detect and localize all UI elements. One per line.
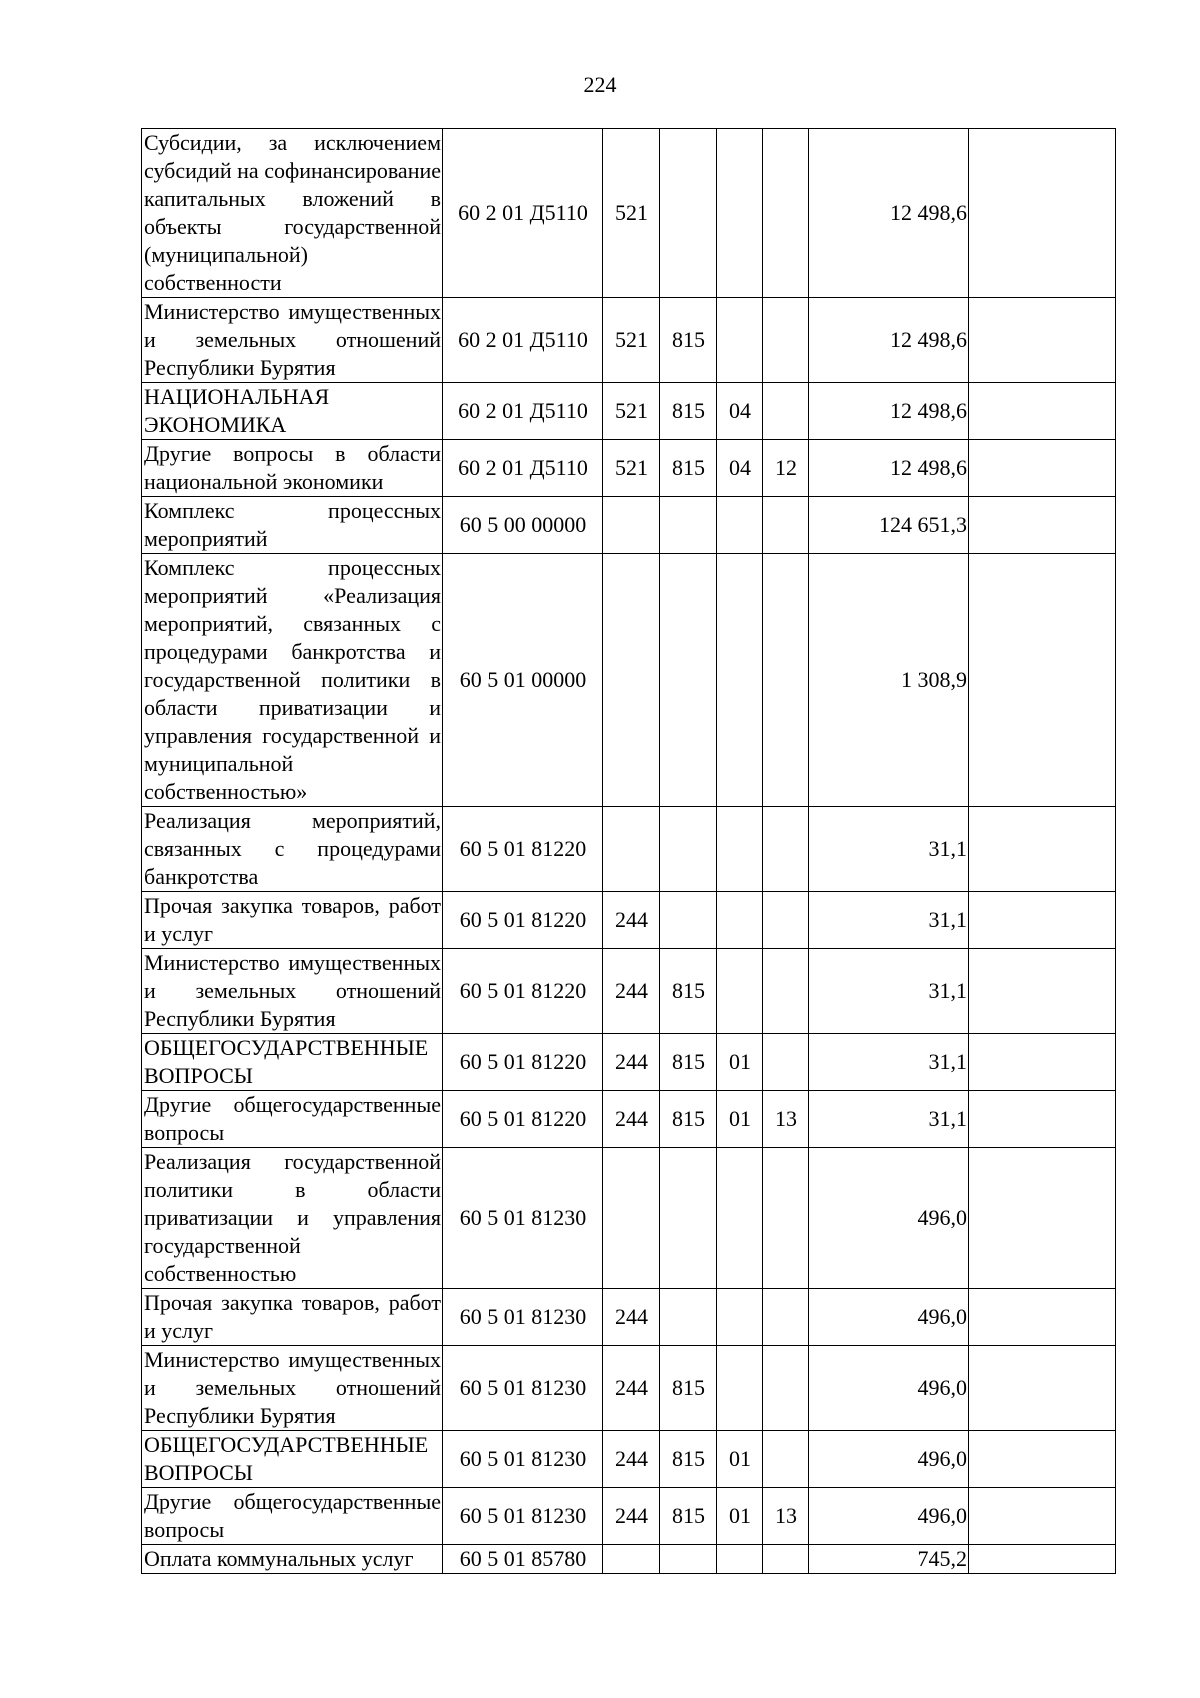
row-code-cell: 60 2 01 Д5110	[443, 298, 603, 383]
row-name-cell: Реализация мероприятий, связанных с процедурами банкротства	[142, 807, 443, 892]
table-row	[142, 497, 1116, 554]
row-extra-cell	[969, 440, 1116, 497]
row-rz-cell	[717, 129, 763, 298]
table-row	[142, 807, 1116, 892]
row-rz-cell	[717, 554, 763, 807]
row-name-cell: Реализация государственной политики в области приватизации и управления государственной собственностью	[142, 1148, 443, 1289]
row-code-cell: 60 2 01 Д5110	[443, 440, 603, 497]
row-rz-cell	[717, 892, 763, 949]
row-name-cell: Министерство имущественных и земельных отношений Республики Бурятия	[142, 949, 443, 1034]
row-amount-cell: 12 498,6	[809, 298, 969, 383]
table-row	[142, 383, 1116, 440]
row-amount-cell: 12 498,6	[809, 129, 969, 298]
row-extra-cell	[969, 1488, 1116, 1545]
row-vr-cell: 244	[603, 1431, 660, 1488]
row-extra-cell	[969, 129, 1116, 298]
row-vr-cell: 521	[603, 129, 660, 298]
budget-table	[141, 128, 1116, 1574]
row-amount-cell: 496,0	[809, 1148, 969, 1289]
row-name-cell: НАЦИОНАЛЬНАЯ ЭКОНОМИКА	[142, 383, 443, 440]
table-row	[142, 892, 1116, 949]
table-row	[142, 1545, 1116, 1574]
row-pr-cell	[763, 383, 809, 440]
row-code-cell: 60 5 01 81230	[443, 1431, 603, 1488]
row-vr-cell	[603, 497, 660, 554]
row-grbs-cell: 815	[660, 383, 717, 440]
row-code-cell: 60 5 01 81230	[443, 1488, 603, 1545]
row-name-cell: Комплекс процессных мероприятий «Реализация мероприятий, связанных с процедурами банкротства и государственной политики в области приватизации и управления государственной и муниципальной собственностью»	[142, 554, 443, 807]
row-grbs-cell	[660, 892, 717, 949]
table-row	[142, 1431, 1116, 1488]
row-code-cell: 60 5 00 00000	[443, 497, 603, 554]
row-extra-cell	[969, 1034, 1116, 1091]
row-vr-cell	[603, 1545, 660, 1574]
row-grbs-cell: 815	[660, 1034, 717, 1091]
page-number: 224	[583, 72, 617, 97]
row-amount-cell: 745,2	[809, 1545, 969, 1574]
row-pr-cell	[763, 1289, 809, 1346]
row-vr-cell: 521	[603, 383, 660, 440]
row-pr-cell: 13	[763, 1091, 809, 1148]
row-rz-cell	[717, 1289, 763, 1346]
row-extra-cell	[969, 949, 1116, 1034]
row-pr-cell: 12	[763, 440, 809, 497]
row-vr-cell: 244	[603, 1289, 660, 1346]
row-rz-cell: 04	[717, 440, 763, 497]
row-pr-cell	[763, 1346, 809, 1431]
row-vr-cell: 244	[603, 1034, 660, 1091]
row-code-cell: 60 2 01 Д5110	[443, 129, 603, 298]
row-code-cell: 60 5 01 85780	[443, 1545, 603, 1574]
table-row	[142, 1289, 1116, 1346]
table-row	[142, 1148, 1116, 1289]
row-rz-cell	[717, 807, 763, 892]
row-rz-cell: 01	[717, 1431, 763, 1488]
row-code-cell: 60 5 01 00000	[443, 554, 603, 807]
row-pr-cell	[763, 1545, 809, 1574]
row-code-cell: 60 2 01 Д5110	[443, 383, 603, 440]
row-code-cell: 60 5 01 81220	[443, 807, 603, 892]
row-grbs-cell	[660, 1545, 717, 1574]
row-amount-cell: 496,0	[809, 1346, 969, 1431]
row-name-cell: Комплекс процессных мероприятий	[142, 497, 443, 554]
row-name-cell: Другие вопросы в области национальной экономики	[142, 440, 443, 497]
row-extra-cell	[969, 1545, 1116, 1574]
row-pr-cell	[763, 1148, 809, 1289]
row-extra-cell	[969, 807, 1116, 892]
table-row	[142, 949, 1116, 1034]
row-name-cell: Другие общегосударственные вопросы	[142, 1488, 443, 1545]
row-amount-cell: 1 308,9	[809, 554, 969, 807]
row-name-cell: Прочая закупка товаров, работ и услуг	[142, 1289, 443, 1346]
row-extra-cell	[969, 892, 1116, 949]
row-pr-cell	[763, 1034, 809, 1091]
row-name-cell: Оплата коммунальных услуг	[142, 1545, 443, 1574]
row-code-cell: 60 5 01 81230	[443, 1148, 603, 1289]
row-vr-cell: 521	[603, 440, 660, 497]
row-rz-cell: 04	[717, 383, 763, 440]
row-extra-cell	[969, 383, 1116, 440]
row-amount-cell: 31,1	[809, 892, 969, 949]
row-name-cell: Субсидии, за исключением субсидий на софинансирование капитальных вложений в объекты государственной (муниципальной) собственности	[142, 129, 443, 298]
row-vr-cell: 244	[603, 1346, 660, 1431]
table-row	[142, 1346, 1116, 1431]
row-grbs-cell	[660, 129, 717, 298]
row-name-cell: Министерство имущественных и земельных отношений Республики Бурятия	[142, 1346, 443, 1431]
row-vr-cell: 244	[603, 1488, 660, 1545]
row-name-cell: ОБЩЕГОСУДАРСТВЕННЫЕ ВОПРОСЫ	[142, 1431, 443, 1488]
row-grbs-cell	[660, 1289, 717, 1346]
row-grbs-cell: 815	[660, 298, 717, 383]
row-grbs-cell: 815	[660, 1346, 717, 1431]
table-row	[142, 298, 1116, 383]
row-name-cell: Другие общегосударственные вопросы	[142, 1091, 443, 1148]
row-grbs-cell: 815	[660, 1488, 717, 1545]
row-extra-cell	[969, 298, 1116, 383]
row-code-cell: 60 5 01 81220	[443, 1091, 603, 1148]
row-vr-cell	[603, 807, 660, 892]
row-name-cell: Прочая закупка товаров, работ и услуг	[142, 892, 443, 949]
row-amount-cell: 496,0	[809, 1431, 969, 1488]
row-rz-cell: 01	[717, 1488, 763, 1545]
row-extra-cell	[969, 1346, 1116, 1431]
row-grbs-cell: 815	[660, 949, 717, 1034]
row-grbs-cell: 815	[660, 1091, 717, 1148]
row-amount-cell: 124 651,3	[809, 497, 969, 554]
row-name-cell: Министерство имущественных и земельных отношений Республики Бурятия	[142, 298, 443, 383]
row-code-cell: 60 5 01 81230	[443, 1289, 603, 1346]
row-pr-cell	[763, 1431, 809, 1488]
row-rz-cell	[717, 497, 763, 554]
row-pr-cell	[763, 892, 809, 949]
row-code-cell: 60 5 01 81220	[443, 1034, 603, 1091]
row-pr-cell	[763, 807, 809, 892]
row-code-cell: 60 5 01 81220	[443, 949, 603, 1034]
row-amount-cell: 12 498,6	[809, 383, 969, 440]
row-extra-cell	[969, 1431, 1116, 1488]
row-vr-cell: 244	[603, 949, 660, 1034]
row-rz-cell: 01	[717, 1091, 763, 1148]
row-amount-cell: 12 498,6	[809, 440, 969, 497]
row-rz-cell: 01	[717, 1034, 763, 1091]
row-rz-cell	[717, 1545, 763, 1574]
row-code-cell: 60 5 01 81220	[443, 892, 603, 949]
row-rz-cell	[717, 1346, 763, 1431]
row-extra-cell	[969, 1091, 1116, 1148]
row-pr-cell	[763, 554, 809, 807]
row-pr-cell	[763, 497, 809, 554]
row-amount-cell: 31,1	[809, 1034, 969, 1091]
row-grbs-cell: 815	[660, 1431, 717, 1488]
row-pr-cell	[763, 298, 809, 383]
row-pr-cell	[763, 949, 809, 1034]
row-rz-cell	[717, 949, 763, 1034]
row-vr-cell	[603, 1148, 660, 1289]
row-grbs-cell	[660, 1148, 717, 1289]
row-extra-cell	[969, 497, 1116, 554]
row-grbs-cell	[660, 554, 717, 807]
row-amount-cell: 496,0	[809, 1289, 969, 1346]
table-row	[142, 1488, 1116, 1545]
row-vr-cell	[603, 554, 660, 807]
table-row	[142, 440, 1116, 497]
row-pr-cell	[763, 129, 809, 298]
table-row	[142, 1091, 1116, 1148]
row-extra-cell	[969, 554, 1116, 807]
row-amount-cell: 31,1	[809, 807, 969, 892]
row-name-cell: ОБЩЕГОСУДАРСТВЕННЫЕ ВОПРОСЫ	[142, 1034, 443, 1091]
row-amount-cell: 31,1	[809, 949, 969, 1034]
row-grbs-cell	[660, 807, 717, 892]
row-rz-cell	[717, 1148, 763, 1289]
row-grbs-cell	[660, 497, 717, 554]
row-rz-cell	[717, 298, 763, 383]
row-extra-cell	[969, 1148, 1116, 1289]
table-row	[142, 554, 1116, 807]
row-amount-cell: 31,1	[809, 1091, 969, 1148]
row-vr-cell: 244	[603, 892, 660, 949]
row-vr-cell: 244	[603, 1091, 660, 1148]
table-body	[142, 129, 1116, 1574]
row-grbs-cell: 815	[660, 440, 717, 497]
row-amount-cell: 496,0	[809, 1488, 969, 1545]
table-row	[142, 1034, 1116, 1091]
table-row	[142, 129, 1116, 298]
row-code-cell: 60 5 01 81230	[443, 1346, 603, 1431]
row-vr-cell: 521	[603, 298, 660, 383]
row-pr-cell: 13	[763, 1488, 809, 1545]
row-extra-cell	[969, 1289, 1116, 1346]
